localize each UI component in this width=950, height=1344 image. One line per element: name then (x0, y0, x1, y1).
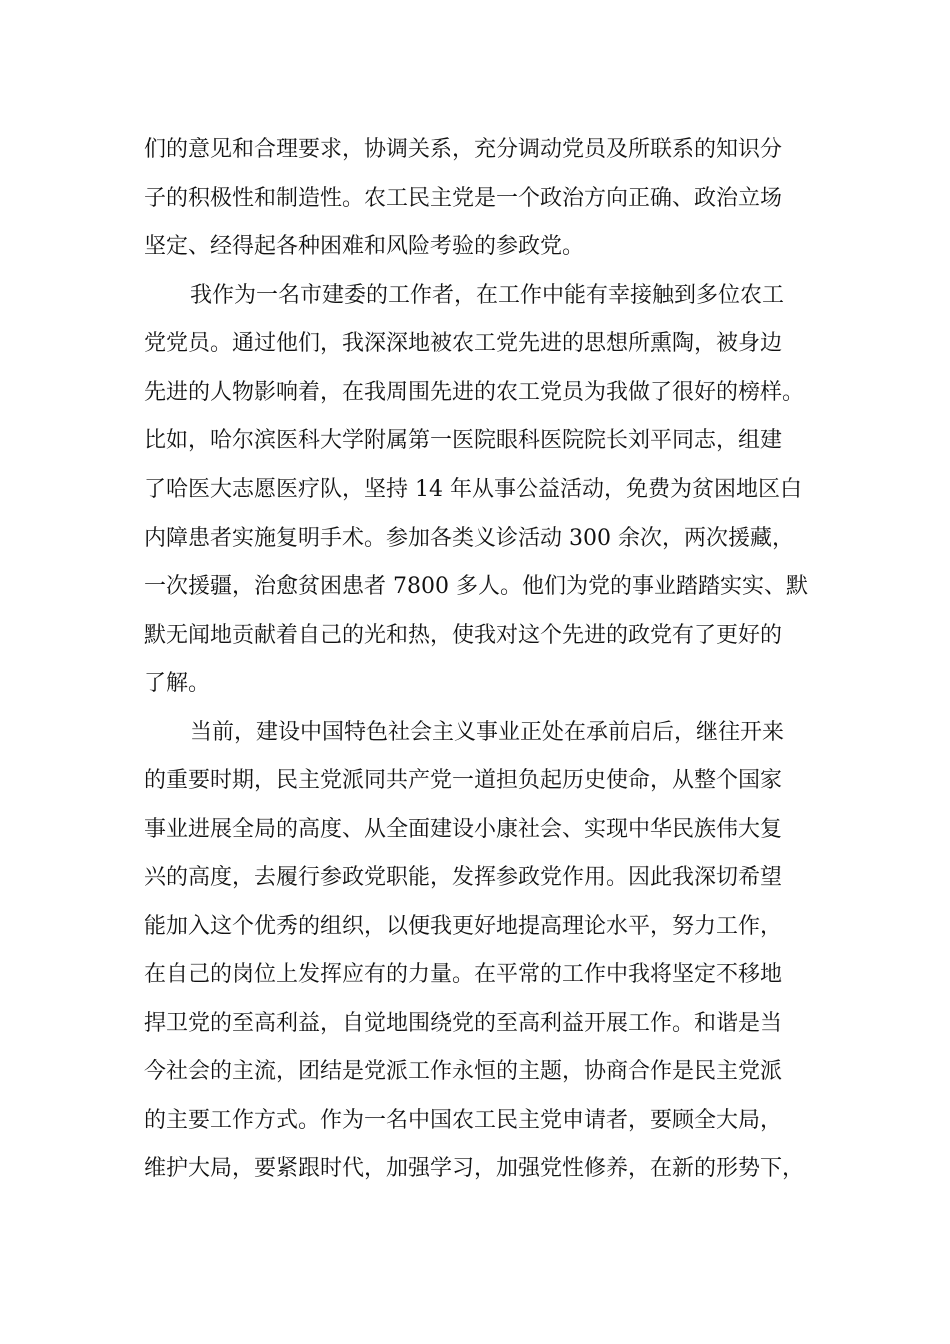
text-line: 内障患者实施复明手术。参加各类义诊活动 300 余次，两次援藏， (144, 526, 794, 551)
text-line: 比如，哈尔滨医科大学附属第一医院眼科医院院长刘平同志，组建 (144, 428, 783, 453)
text-line: 的重要时期，民主党派同共产党一道担负起历史使命，从整个国家 (144, 768, 783, 793)
text-line: 今社会的主流，团结是党派工作永恒的主题，协商合作是民主党派 (144, 1059, 783, 1084)
text-line: 们的意见和合理要求，协调关系，充分调动党员及所联系的知识分 (144, 137, 783, 162)
text-line: 能加入这个优秀的组织，以便我更好地提高理论水平，努力工作， (144, 914, 783, 939)
text-line: 了哈医大志愿医疗队，坚持 14 年从事公益活动，免费为贫困地区白 (144, 477, 802, 502)
text-line: 一次援疆，治愈贫困患者 7800 多人。他们为党的事业踏踏实实、默 (144, 574, 808, 599)
paragraph-start-line: 当前，建设中国特色社会主义事业正处在承前启后，继往开来 (190, 720, 785, 745)
text-line: 的主要工作方式。作为一名中国农工民主党申请者，要顾全大局， (144, 1108, 783, 1133)
text-line: 在自己的岗位上发挥应有的力量。在平常的工作中我将坚定不移地 (144, 962, 783, 987)
text-line: 子的积极性和制造性。农工民主党是一个政治方向正确、政治立场 (144, 186, 783, 211)
text-line: 坚定、经得起各种困难和风险考验的参政党。 (144, 234, 585, 259)
paragraph-start-line: 我作为一名市建委的工作者，在工作中能有幸接触到多位农工 (190, 283, 785, 308)
text-line: 捍卫党的至高利益，自觉地围绕党的至高利益开展工作。和谐是当 (144, 1011, 783, 1036)
text-line: 先进的人物影响着，在我周围先进的农工党员为我做了很好的榜样。 (144, 380, 805, 405)
text-line: 党党员。通过他们，我深深地被农工党先进的思想所熏陶，被身边 (144, 331, 783, 356)
text-line: 维护大局，要紧跟时代，加强学习，加强党性修养，在新的形势下， (144, 1156, 805, 1181)
text-line: 事业进展全局的高度、从全面建设小康社会、实现中华民族伟大复 (144, 817, 783, 842)
text-line: 兴的高度，去履行参政党职能，发挥参政党作用。因此我深切希望 (144, 865, 783, 890)
text-line: 了解。 (144, 671, 211, 696)
text-line: 默无闻地贡献着自己的光和热，使我对这个先进的政党有了更好的 (144, 623, 783, 648)
